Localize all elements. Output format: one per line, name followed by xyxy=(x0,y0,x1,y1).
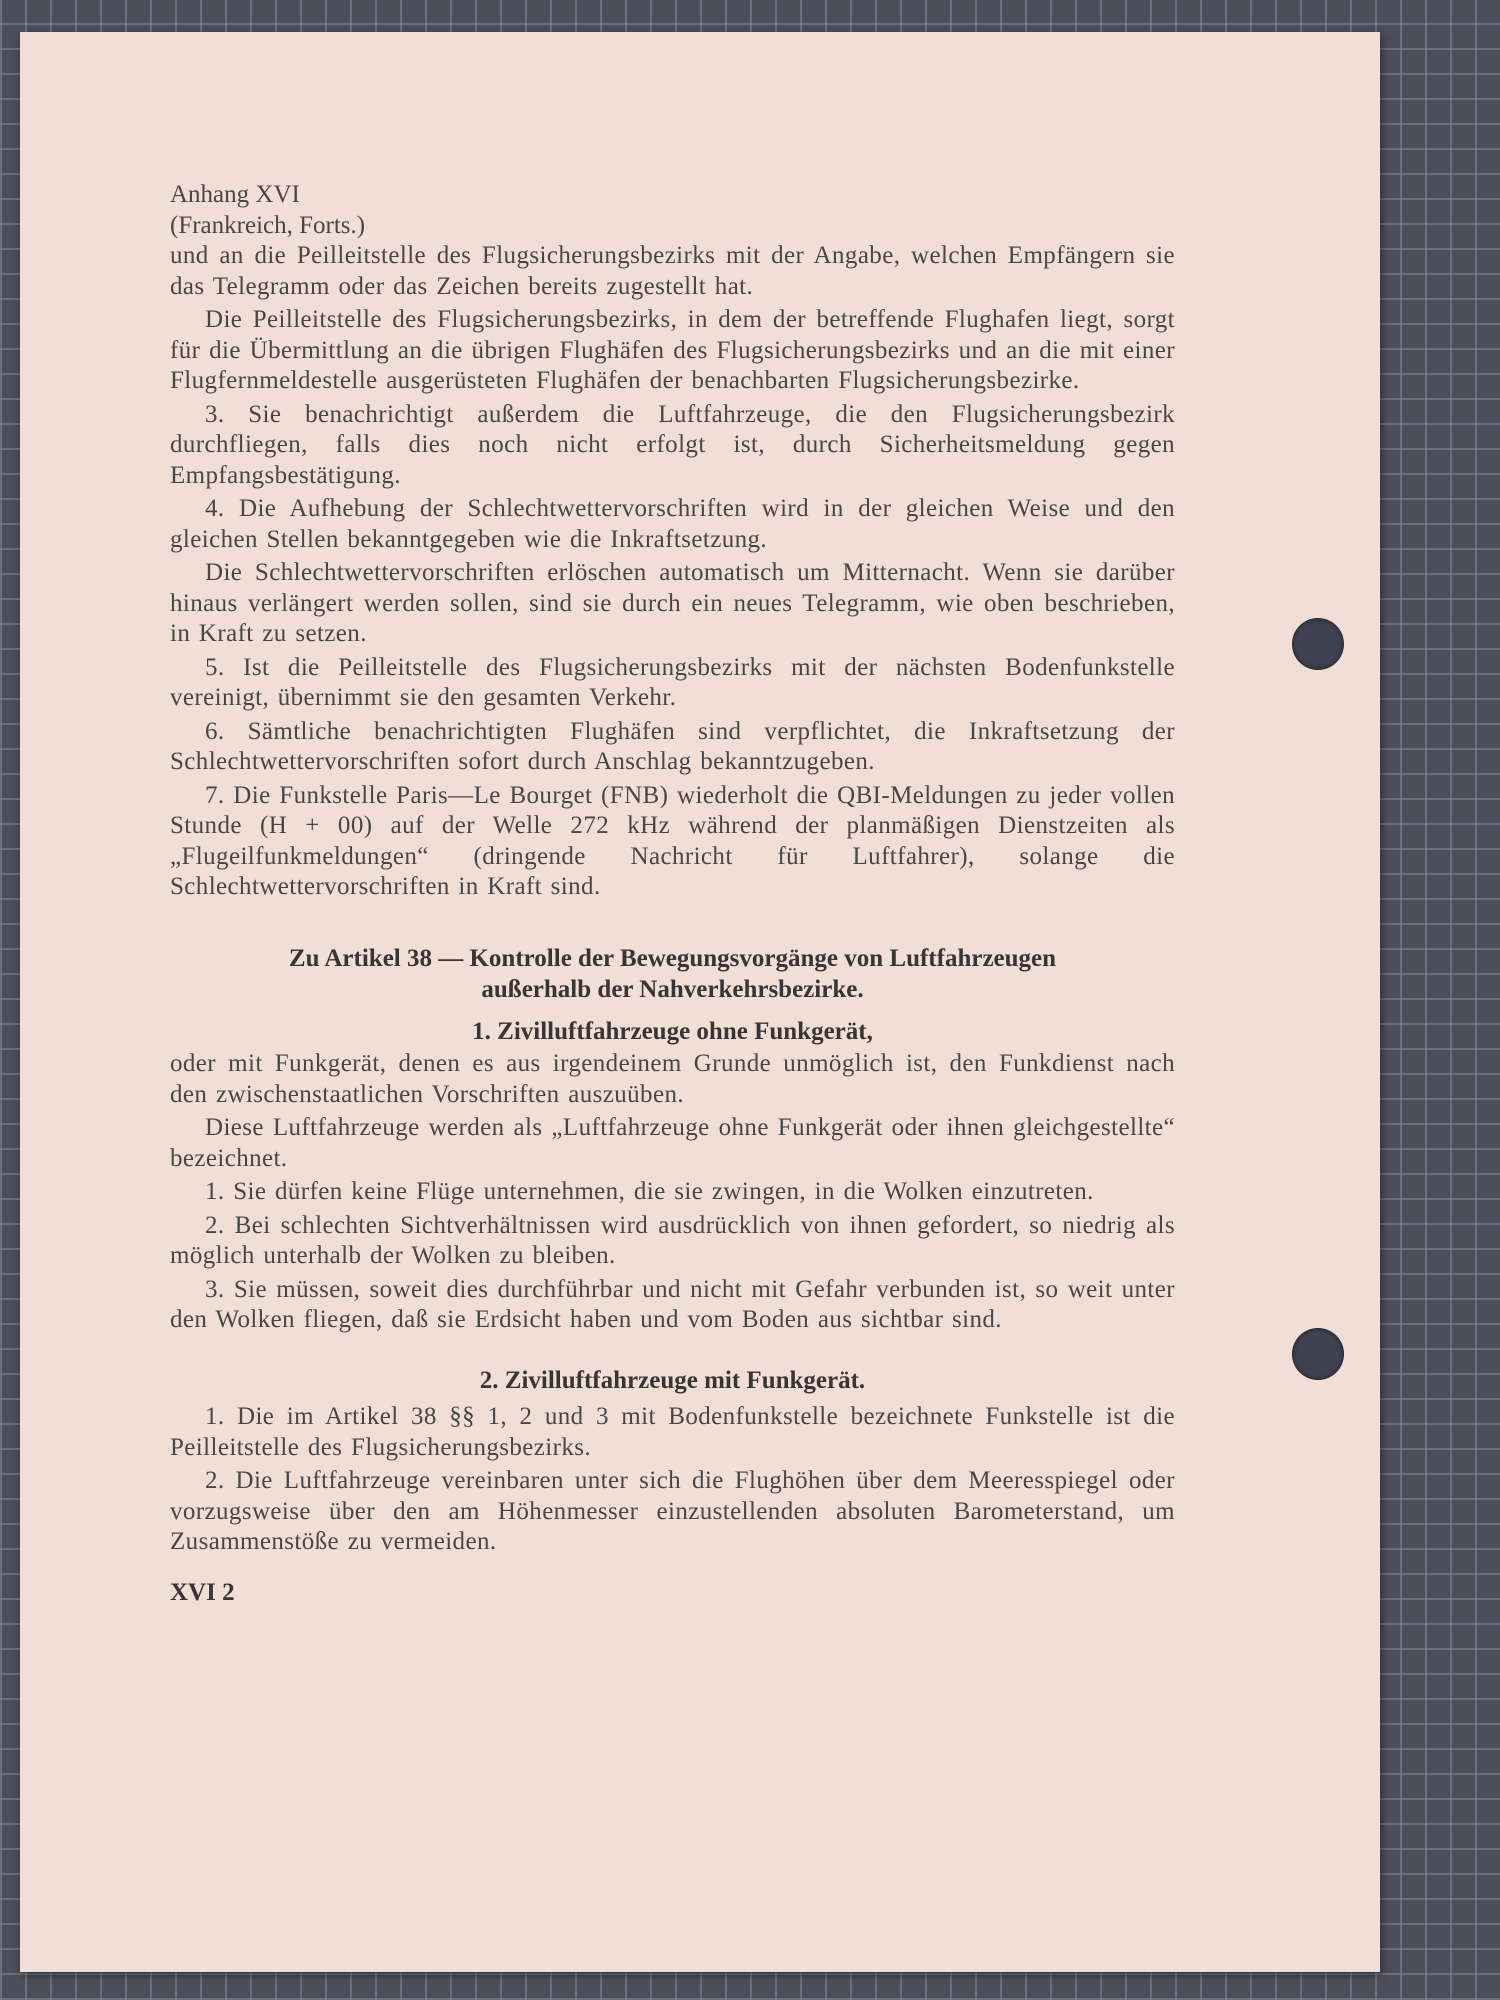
page-number: XVI 2 xyxy=(170,1578,235,1606)
punch-hole-lower xyxy=(1292,1328,1344,1380)
section-heading-line: außerhalb der Nahverkehrsbezirke. xyxy=(481,975,864,1003)
paragraph: 2. Bei schlechten Sichtverhältnissen wird ausdrücklich von ihnen gefordert, so niedrig als möglich unterhalb der Wolken zu bleiben. xyxy=(170,1211,1175,1269)
document-page xyxy=(20,32,1380,1972)
subheading: 2. Zivilluftfahrzeuge mit Funkgerät. xyxy=(479,1366,866,1394)
paragraph: Die Schlechtwettervorschriften erlöschen automatisch um Mitternacht. Wenn sie darüber hinaus verlängert werden sollen, sind sie durch ein neues Telegramm, wie oben beschrieben, in Kraft zu setzen. xyxy=(170,559,1175,647)
paragraph: 4. Die Aufhebung der Schlechtwettervorschriften wird in der gleichen Weise und den gleichen Stellen bekanntgegeben wie die Inkraftsetzung. xyxy=(170,495,1175,553)
section-heading xyxy=(170,943,1175,1005)
paragraph: Die Peilleitstelle des Flugsicherungsbezirks, in dem der betreffende Flughafen liegt, sorgt für die Übermittlung an die übrigen Flughäfen des Flugsicherungsbezirks und an die mit einer Flugfernmeldestelle ausgerüsteten Flughäfen der benachbarten Flugsicherungsbezirke. xyxy=(170,306,1175,394)
page-content xyxy=(170,180,1175,1608)
paragraph: 1. Die im Artikel 38 §§ 1, 2 und 3 mit Bodenfunkstelle bezeichnete Funkstelle ist die Peilleitstelle des Flugsicherungsbezirks. xyxy=(170,1403,1175,1461)
paragraph: und an die Peilleitstelle des Flugsicherungsbezirks mit der Angabe, welchen Empfängern sie das Telegramm oder das Zeichen bereits zugestellt hat. xyxy=(170,242,1175,300)
section-heading-line: Zu Artikel 38 — Kontrolle der Bewegungsvorgänge von Luftfahrzeugen xyxy=(288,944,1057,972)
paragraph: 1. Sie dürfen keine Flüge unternehmen, die sie zwingen, in die Wolken einzutreten. xyxy=(205,1178,1094,1205)
appendix-label: Anhang XVI xyxy=(170,181,300,208)
paragraph: 3. Sie benachrichtigt außerdem die Luftfahrzeuge, die den Flugsicherungsbezirk durchfliegen, falls dies noch nicht erfolgt ist, durch Sicherheitsmeldung gegen Empfangsbestätigung. xyxy=(170,400,1175,489)
paragraph: 7. Die Funkstelle Paris—Le Bourget (FNB) wiederholt die QBI-Meldungen zu jeder vollen Stunde (H + 00) auf der Welle 272 kHz während der planmäßigen Dienstzeiten als „Flugeilfunkmeldungen“ (dringende Nachricht für Luftfahrer), solange die Schlechtwettervorschriften in Kraft sind. xyxy=(170,781,1175,900)
subheading: 1. Zivilluftfahrzeuge ohne Funkgerät, xyxy=(472,1017,873,1045)
paragraph: 5. Ist die Peilleitstelle des Flugsicherungsbezirks mit der nächsten Bodenfunkstelle vereinigt, übernimmt sie den gesamten Verkehr. xyxy=(170,653,1175,711)
paragraph: 2. Die Luftfahrzeuge vereinbaren unter sich die Flughöhen über dem Meeresspiegel oder vorzugsweise über den am Höhenmesser einzustellenden absoluten Barometerstand, um Zusammenstöße zu vermeiden. xyxy=(170,1467,1175,1555)
punch-hole-upper xyxy=(1292,618,1344,670)
paragraph: 6. Sämtliche benachrichtigten Flughäfen sind verpflichtet, die Inkraftsetzung der Schlechtwettervorschriften sofort durch Anschlag bekanntzugeben. xyxy=(170,717,1175,775)
paragraph: oder mit Funkgerät, denen es aus irgendeinem Grunde unmöglich ist, den Funkdienst nach den zwischenstaatlichen Vorschriften auszuüben. xyxy=(170,1050,1175,1108)
paragraph: 3. Sie müssen, soweit dies durchführbar und nicht mit Gefahr verbunden ist, so weit unter den Wolken fliegen, daß sie Erdsicht haben und vom Boden aus sichtbar sind. xyxy=(170,1275,1175,1333)
appendix-country: (Frankreich, Forts.) xyxy=(170,211,366,239)
paragraph: Diese Luftfahrzeuge werden als „Luftfahrzeuge ohne Funkgerät oder ihnen gleichgestellte“ bezeichnet. xyxy=(170,1114,1175,1172)
